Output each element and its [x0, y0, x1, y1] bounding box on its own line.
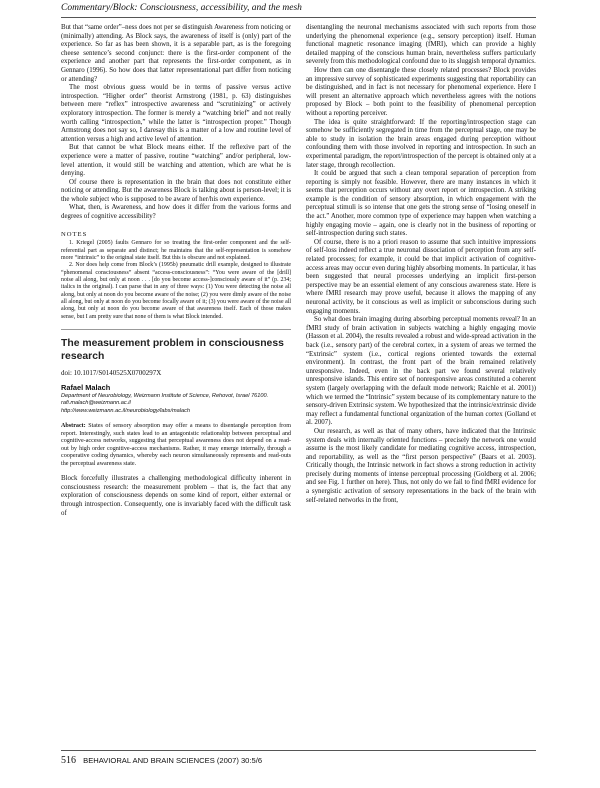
author-affiliation: Department of Neurobiology, Weizmann Institute of Science, Rehovot, Israel 76100.: [61, 393, 269, 400]
footnote: 1. Kriegel (2005) faults Gennaro for so treating the first-order component and the self-referential part as separate and distinct; he maintains that the self-representation is somehow more “intrinsic” to the original state itself. But this is obscure and not explained.: [61, 240, 291, 261]
running-head: Commentary/Block: Consciousness, accessibility, and the mesh: [61, 3, 302, 13]
doi: doi: 10.1017/S0140525X0700297X: [61, 369, 162, 378]
paragraph: Of course, there is no a priori reason to assume that such intuitive impressions of self-loss indeed reflect a true neuronal dissociation of perception from any self-related processes; for example, it could be that implicit activation of cognitive-access areas may occur even during highly absorbing moments. In particular, it has been suggested that neural processes underlying an implicit first-person perspective may be an essential element of any conscious awareness state. Here is where fMRI research may prove useful, because it allows the mapping of any neuronal activity, be it conscious as well as implicit or subconscious during such engaging moments.: [306, 238, 536, 315]
footer-rule: [61, 750, 536, 751]
header-rule: [61, 17, 536, 18]
paragraph: What, then, is Awareness, and how does it differ from the various forms and degrees of cognitive accessibility?: [61, 204, 291, 221]
article-title: The measurement problem in consciousness research: [61, 338, 284, 363]
author-name: Rafael Malach: [61, 382, 111, 392]
paragraph: Our research, as well as that of many others, have indicated that the Intrinsic system deals with internally oriented functions – precisely the network one would assume is the most likely candidate for mediating cognitive access, introspection, and reportability, as well as the “first person perspective” (Baars et al. 2003). Critically though, the Intrinsic network in fact shows a strong reduction in activity precisely during moments of intense perceptual processing (Goldberg et al. 2006; and see Fig. 1 further on here). Thus, not only do we fail to find fMRI evidence for a synergistic activation of sensory representations in the back of the brain with self-related networks in the front,: [306, 427, 536, 504]
paragraph: So what does brain imaging during absorbing perceptual moments reveal? In an fMRI study of brain activation in subjects watching a highly engaging movie (Hasson et al. 2004), the results revealed a robust and wide-spread activation in the back (i.e., sensory part) of the cerebral cortex, in a system of areas we termed the “Extrinsic” system (i.e., cortical regions oriented towards the external environment). In contrast, the front part of the brain remained relatively unresponsive. Indeed, even in the back part we found several relatively unresponsive islands. This entire set of nonresponsive areas constituted a coherent system (largely overlapping with the default mode network; Raichle et al. 2001)) which we termed the “Intrinsic” system because of its complementary nature to the sensory-driven Extrinsic system. We hypothesized that the intrinsic/extrinsic divide may reflect a fundamental functional organization of the human cortex (Golland et al. 2007).: [306, 316, 536, 427]
paragraph: Of course there is representation in the brain that does not constitute either noticing or attending. But the awareness Block is talking about is person-level; it is the whole subject who is supposed to be aware of her/his own experience.: [61, 178, 291, 203]
author-email[interactable]: rafi.malach@weizmann.ac.il: [61, 400, 131, 407]
paragraph: The idea is quite straightforward: If the reporting/introspection stage can somehow be sufficiently segregated in time from the perceptual stage, one may be able to study in isolation the brain areas engaged during perception without confounding them with those involved in reporting and introspection. In such an experimental paradigm, the report/introspection of the percept is obtained only at a later stage, through recollection.: [306, 118, 536, 169]
abstract: [61, 423, 291, 468]
abstract-text: States of sensory absorption may offer a means to disentangle perception from report. Interestingly, such states lead to an antagonistic relationship between perceptual and cognitive-access networks, suggesting that perceptual awareness does not depend on a read-out by high order cognitive-access mechanisms. Rather, it may emerge internally, through a cooperative coding dynamics, whereby each neuron simultaneously represents and read-outs the perceptual awareness state.: [61, 423, 291, 467]
author-website[interactable]: http://www.weizmann.ac.il/neurobiology/labs/malach: [61, 407, 191, 414]
left-column: [61, 24, 291, 518]
journal-citation: BEHAVIORAL AND BRAIN SCIENCES (2007) 30:5/6: [83, 756, 263, 765]
footnote: 2. Nor does help come from Block’s (1995b) pneumatic drill example, designed to illustrate “phenomenal consciousness” absent “access-consciousness”: “You were aware of the [drill] noise all along, but only at noon . . . [do you become access-]consciously aware of it” (p. 234; italics in the original). I can parse that in any of three ways: (1) You were detecting the noise all along, but only at noon do you become aware of the noise; (2) you were dimly aware of the noise all along, but only at noon do you become focally aware of it; (3) you were aware of the noise all along, but only at noon do you become aware of that awareness itself. Each of those makes sense, but I am pretty sure that none of them is what Block intended.: [61, 262, 291, 320]
section-divider: [61, 329, 291, 330]
abstract-label: Abstract:: [61, 423, 86, 430]
page-number: 516: [61, 755, 76, 766]
paragraph: But that “same order”–ness does not per se distinguish Awareness from noticing or (minimally) attending. As Block says, the awareness of itself is (only) part of the experience. So far as has been shown, it is a separable part, as is the foregoing cheese sentence’s second conjunct: there is the first-order component of the experience and another part that represents the first-order component, as in Gennaro (1996). So how does that latter representational part differ from noticing or attending?: [61, 24, 291, 83]
paragraph: Block forcefully illustrates a challenging methodological difficulty inherent in consciousness research: the measurement problem – that is, the fact that any exploration of consciousness depends on some kind of report, either external or through introspection. Consequently, one is invariably faced with the difficult task of: [61, 475, 291, 517]
paragraph: How then can one disentangle these closely related processes? Block provides an impressive survey of sophisticated experiments suggesting that reportability can be distinguished, and in fact is not necessary for phenomenal experience. Here I will present an alternative approach which nevertheless agrees with the notions proposed by Block – both point to the feasibility of phenomenal perception without a reporting perceiver.: [306, 66, 536, 117]
paragraph: It could be argued that such a clean temporal separation of perception from reporting is simply not feasible. However, there are many instances in which it seems that perception occurs without any overt report or introspection. A striking example is the condition of sensory absorption, in which engagement with the perceptual stimuli is so intense that one gets the strong sense of “losing oneself in the act.” Another, more common type of experience may happen when watching a highly engaging movie – again, one is clearly not in the business of reporting or self-introspection during such states.: [306, 170, 536, 238]
paragraph: The most obvious guess would be in terms of passive versus active introspection. “Higher order” theorist Armstrong (1981, p. 63) distinguishes between mere “reflex” introspective awareness and “scrutinizing” or actively exploratory introspection. The former is merely a “watching brief” and not really worth calling “introspection,” while the latter is “introspection proper.” Though Armstrong does not say so, I daresay this is a matter of a low and routine level of attention versus a high and active level of attention.: [61, 84, 291, 143]
paragraph: disentangling the neuronal mechanisms associated with such reports from those underlying the phenomenal experience (e.g., sensory perception) itself. Human functional magnetic resonance imaging (fMRI), which can provide a highly detailed mapping of the conscious human brain, nevertheless suffers particularly severely from this methodological confound due to its sluggish temporal dynamics.: [306, 24, 536, 66]
notes-heading: NOTES: [61, 230, 88, 238]
right-column: [306, 24, 536, 505]
paragraph: But that cannot be what Block means either. If the reflexive part of the experience were a matter of passive, routine “watching” and/or peripheral, low-level attention, it would still be watching and attention, which are what he is denying.: [61, 144, 291, 178]
page-footer: [61, 755, 536, 766]
